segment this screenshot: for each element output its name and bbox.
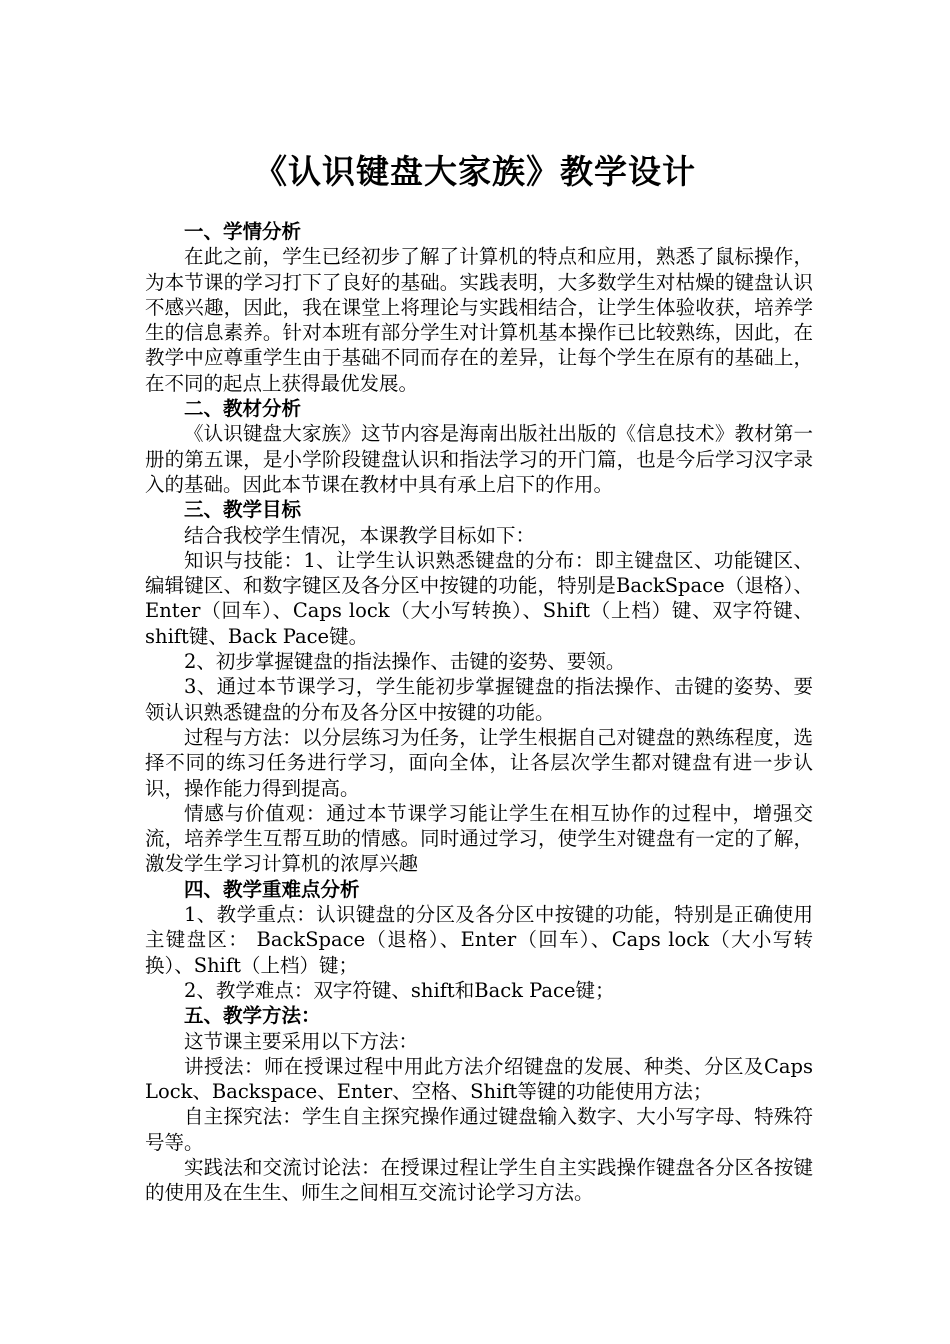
document-body [145,219,813,1206]
paragraph: 3、通过本节课学习，学生能初步掌握键盘的指法操作、击键的姿势、要领认识熟悉键盘的分布及各分区中按键的功能。 [145,675,813,724]
section-heading: 五、教学方法： [184,1004,321,1028]
paragraph: 自主探究法：学生自主探究操作通过键盘输入数字、大小写字母、特殊符号等。 [145,1105,813,1154]
section-heading: 二、教材分析 [184,397,302,421]
paragraph: 2、教学难点：双字符键、shift和Back Pace键； [184,978,615,1002]
paragraph: 《认识键盘大家族》这节内容是海南出版社出版的《信息技术》教材第一册的第五课，是小学阶段键盘认识和指法学习的开门篇，也是今后学习汉字录入的基础。因此本节课在教材中具有承上启下的作用。 [145,422,813,496]
paragraph: 1、教学重点：认识键盘的分区及各分区中按键的功能，特别是正确使用主键盘区： BackSpace（退格）、Enter（回车）、Caps lock（大小写转换）、Shift（上档）键； [145,903,813,977]
paragraph: 情感与价值观：通过本节课学习能让学生在相互协作的过程中，增强交流，培养学生互帮互助的情感。同时通过学习，使学生对键盘有一定的了解，激发学生学习计算机的浓厚兴趣 [145,801,813,876]
page-title: 《认识键盘大家族》教学设计 [254,152,696,192]
section-heading: 三、教学目标 [184,498,302,522]
paragraph: 讲授法：师在授课过程中用此方法介绍键盘的发展、种类、分区及Caps Lock、Backspace、Enter、空格、Shift等键的功能使用方法； [145,1054,813,1104]
paragraph: 在此之前，学生已经初步了解了计算机的特点和应用，熟悉了鼠标操作，为本节课的学习打下了良好的基础。实践表明，大多数学生对枯燥的键盘认识不感兴趣，因此，我在课堂上将理论与实践相结合，让学生体验收获，培养学生的信息素养。针对本班有部分学生对计算机基本操作已比较熟练，因此，在教学中应尊重学生由于基础不同而存在的差异，让每个学生在原有的基础上，在不同的起点上获得最优发展。 [145,245,813,395]
section-heading: 一、学情分析 [184,220,302,243]
section-heading: 四、教学重难点分析 [184,877,360,901]
paragraph: 结合我校学生情况，本课教学目标如下： [184,523,536,547]
paragraph: 实践法和交流讨论法：在授课过程让学生自主实践操作键盘各分区各按键的使用及在生生、师生之间相互交流讨论学习方法。 [145,1155,813,1205]
paragraph: 知识与技能：1、让学生认识熟悉键盘的分布：即主键盘区、功能键区、编辑键区、和数字键区及各分区中按键的功能，特别是BackSpace（退格）、Enter（回车）、Caps lock（大小写转换）、Shift（上档）键、双字符键、shift键、Back Pace键。 [145,548,813,648]
paragraph: 过程与方法：以分层练习为任务，让学生根据自己对键盘的熟练程度，选择不同的练习任务进行学习，面向全体，让各层次学生都对键盘有进一步认识，操作能力得到提高。 [145,725,813,800]
paragraph: 2、初步掌握键盘的指法操作、击键的姿势、要领。 [184,650,626,674]
paragraph: 这节课主要采用以下方法： [184,1029,419,1053]
